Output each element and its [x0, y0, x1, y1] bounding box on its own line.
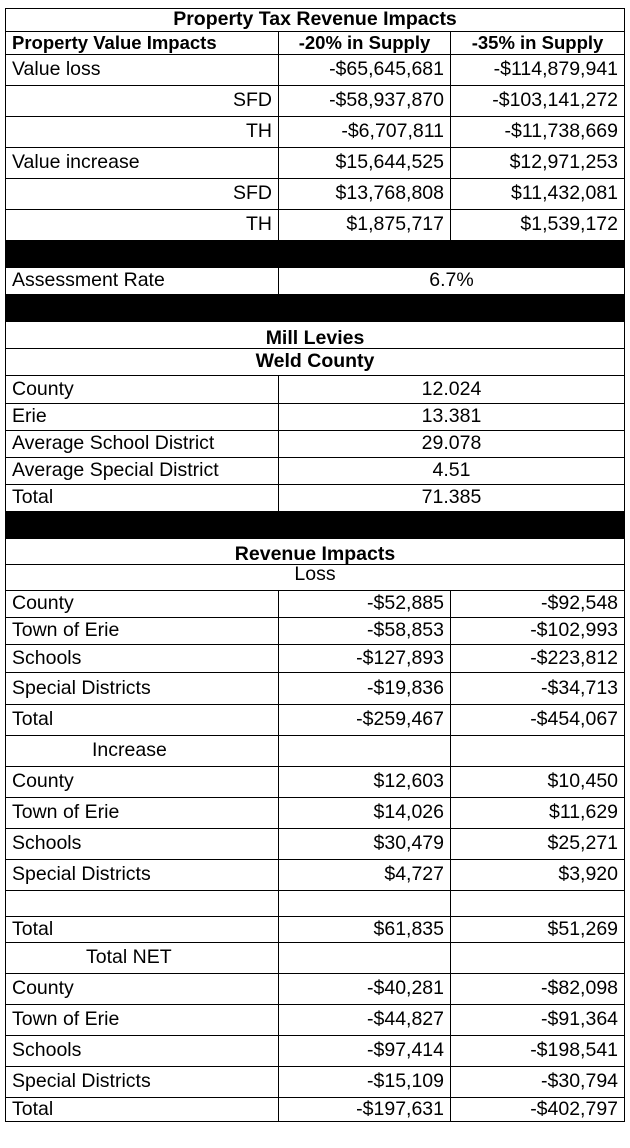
table-title: Property Tax Revenue Impacts: [6, 9, 625, 32]
row-label: Total: [6, 917, 279, 943]
table-row: [6, 917, 625, 943]
empty-row: [6, 891, 625, 917]
cell-20pct: -$58,937,870: [279, 86, 451, 117]
net-label: Total NET: [6, 943, 279, 974]
cell-20pct: $30,479: [279, 829, 451, 860]
increase-label-row: [6, 736, 625, 767]
separator-fill: [6, 512, 625, 539]
header-minus-35-supply: -35% in Supply: [451, 32, 625, 55]
row-label: Total: [6, 705, 279, 736]
table-row: [6, 860, 625, 891]
cell-20pct: $1,875,717: [279, 210, 451, 241]
mill-levies-subtitle: Weld County: [6, 349, 625, 376]
cell-35pct: -$82,098: [451, 974, 625, 1005]
row-label: Special Districts: [6, 673, 279, 705]
revenue-title-row: [6, 539, 625, 565]
mill-levy-value: 4.51: [279, 458, 625, 485]
weld-county-row: [6, 349, 625, 376]
cell-35pct: $25,271: [451, 829, 625, 860]
cell-20pct: $4,727: [279, 860, 451, 891]
row-label: Erie: [6, 404, 279, 431]
table-row: [6, 86, 625, 117]
cell-20pct: -$127,893: [279, 645, 451, 673]
table-row: [6, 767, 625, 798]
row-label: Value loss: [6, 55, 279, 86]
cell-20pct: -$19,836: [279, 673, 451, 705]
empty-cell: [6, 891, 279, 917]
cell-20pct: -$40,281: [279, 974, 451, 1005]
cell-20pct: -$44,827: [279, 1005, 451, 1036]
empty-cell: [451, 891, 625, 917]
row-label: Schools: [6, 829, 279, 860]
cell-20pct: -$52,885: [279, 591, 451, 618]
loss-label-row: [6, 565, 625, 591]
cell-20pct: -$197,631: [279, 1098, 451, 1122]
table-row: [6, 1036, 625, 1067]
assessment-value: 6.7%: [279, 268, 625, 295]
cell-35pct: $1,539,172: [451, 210, 625, 241]
cell-20pct: -$58,853: [279, 618, 451, 645]
table-row: [6, 404, 625, 431]
row-label: Average School District: [6, 431, 279, 458]
row-label: Schools: [6, 645, 279, 673]
header-property-value-impacts: Property Value Impacts: [6, 32, 279, 55]
row-label: County: [6, 767, 279, 798]
empty-cell: [451, 943, 625, 974]
header-row: [6, 32, 625, 55]
mill-levy-value: 29.078: [279, 431, 625, 458]
cell-35pct: $11,432,081: [451, 179, 625, 210]
cell-35pct: -$11,738,669: [451, 117, 625, 148]
cell-20pct: $15,644,525: [279, 148, 451, 179]
cell-20pct: $12,603: [279, 767, 451, 798]
cell-35pct: -$102,993: [451, 618, 625, 645]
cell-35pct: -$454,067: [451, 705, 625, 736]
row-label: Town of Erie: [6, 798, 279, 829]
table-row: [6, 148, 625, 179]
cell-35pct: $12,971,253: [451, 148, 625, 179]
table-row: [6, 645, 625, 673]
table-row: [6, 618, 625, 645]
row-label: TH: [6, 117, 279, 148]
mill-levy-value: 13.381: [279, 404, 625, 431]
row-label: Special Districts: [6, 860, 279, 891]
title-row: [6, 9, 625, 32]
cell-35pct: -$30,794: [451, 1067, 625, 1098]
row-label: Average Special District: [6, 458, 279, 485]
separator-fill: [6, 241, 625, 268]
table-row: [6, 458, 625, 485]
row-label: Schools: [6, 1036, 279, 1067]
cell-35pct: -$114,879,941: [451, 55, 625, 86]
table-row: [6, 55, 625, 86]
cell-35pct: -$91,364: [451, 1005, 625, 1036]
table-row: [6, 673, 625, 705]
black-separator: [6, 295, 625, 322]
mill-levies-title-row: [6, 322, 625, 349]
empty-cell: [451, 736, 625, 767]
cell-20pct: -$6,707,811: [279, 117, 451, 148]
cell-20pct: -$97,414: [279, 1036, 451, 1067]
row-label: County: [6, 376, 279, 404]
row-label: Total: [6, 485, 279, 512]
table-row: [6, 179, 625, 210]
row-label: County: [6, 591, 279, 618]
row-label: Value increase: [6, 148, 279, 179]
table-row: [6, 117, 625, 148]
mill-levy-value: 12.024: [279, 376, 625, 404]
cell-35pct: -$92,548: [451, 591, 625, 618]
table-row: [6, 431, 625, 458]
cell-35pct: -$34,713: [451, 673, 625, 705]
cell-35pct: $3,920: [451, 860, 625, 891]
cell-35pct: $51,269: [451, 917, 625, 943]
table-row: [6, 1098, 625, 1122]
separator-fill: [6, 295, 625, 322]
table-row: [6, 798, 625, 829]
header-minus-20-supply: -20% in Supply: [279, 32, 451, 55]
cell-20pct: -$65,645,681: [279, 55, 451, 86]
row-label: SFD: [6, 179, 279, 210]
black-separator: [6, 241, 625, 268]
increase-label: Increase: [6, 736, 279, 767]
cell-35pct: -$198,541: [451, 1036, 625, 1067]
table-row: [6, 376, 625, 404]
table-row: [6, 974, 625, 1005]
row-label: County: [6, 974, 279, 1005]
table-row: [6, 829, 625, 860]
cell-20pct: $13,768,808: [279, 179, 451, 210]
empty-cell: [279, 736, 451, 767]
table-row: [6, 210, 625, 241]
cell-35pct: -$402,797: [451, 1098, 625, 1122]
table-row: [6, 485, 625, 512]
empty-cell: [279, 891, 451, 917]
table-row: [6, 1067, 625, 1098]
cell-20pct: $61,835: [279, 917, 451, 943]
table-row: [6, 1005, 625, 1036]
assessment-row: [6, 268, 625, 295]
loss-label: Loss: [6, 565, 625, 591]
row-label: Town of Erie: [6, 618, 279, 645]
row-label: Special Districts: [6, 1067, 279, 1098]
cell-20pct: $14,026: [279, 798, 451, 829]
cell-20pct: -$259,467: [279, 705, 451, 736]
row-label: Total: [6, 1098, 279, 1122]
property-tax-table: [5, 8, 625, 1122]
row-label: TH: [6, 210, 279, 241]
cell-35pct: -$103,141,272: [451, 86, 625, 117]
revenue-title: Revenue Impacts: [6, 539, 625, 565]
row-label: SFD: [6, 86, 279, 117]
black-separator: [6, 512, 625, 539]
empty-cell: [279, 943, 451, 974]
mill-levies-title: Mill Levies: [6, 322, 625, 349]
cell-35pct: -$223,812: [451, 645, 625, 673]
assessment-label: Assessment Rate: [6, 268, 279, 295]
cell-20pct: -$15,109: [279, 1067, 451, 1098]
cell-35pct: $11,629: [451, 798, 625, 829]
row-label: Town of Erie: [6, 1005, 279, 1036]
table-row: [6, 591, 625, 618]
table-row: [6, 705, 625, 736]
mill-levy-value: 71.385: [279, 485, 625, 512]
net-label-row: [6, 943, 625, 974]
cell-35pct: $10,450: [451, 767, 625, 798]
